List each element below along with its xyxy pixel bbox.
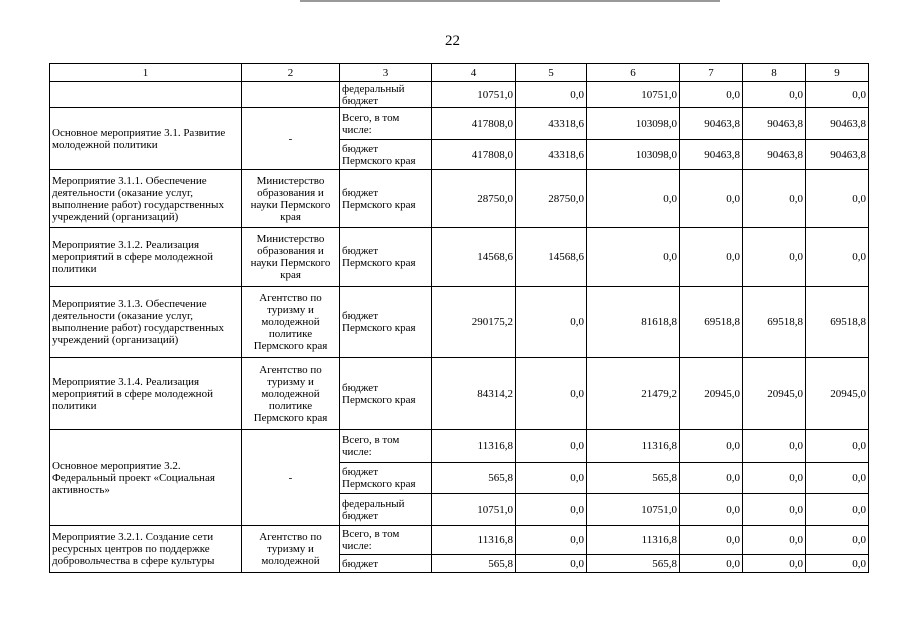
- amount-cell: 0,0: [680, 170, 743, 228]
- amount-cell: 10751,0: [587, 494, 680, 526]
- funding-source-cell: федеральный бюджет: [340, 494, 432, 526]
- amount-cell: 20945,0: [743, 358, 806, 430]
- executor-cell: Агентство по туризму и молодежной политике Пермского края: [242, 358, 340, 430]
- amount-cell: 0,0: [516, 287, 587, 358]
- amount-cell: 10751,0: [587, 82, 680, 108]
- amount-cell: 0,0: [743, 494, 806, 526]
- amount-cell: 20945,0: [806, 358, 869, 430]
- activity-name-cell: Мероприятие 3.1.1. Обеспечение деятельности (оказание услуг, выполнение работ) государственных учреждений (организаций): [50, 170, 242, 228]
- amount-cell: 0,0: [680, 463, 743, 494]
- table-row: [50, 108, 869, 140]
- activity-name-cell: Мероприятие 3.1.3. Обеспечение деятельности (оказание услуг, выполнение работ) государственных учреждений (организаций): [50, 287, 242, 358]
- amount-cell: 0,0: [806, 555, 869, 573]
- funding-source-cell: бюджет Пермского края: [340, 228, 432, 287]
- amount-cell: 90463,8: [806, 108, 869, 140]
- table-row: [50, 82, 869, 108]
- activity-name-cell: Основное мероприятие 3.1. Развитие молодежной политики: [50, 108, 242, 170]
- column-header: 4: [432, 64, 516, 82]
- amount-cell: 10751,0: [432, 494, 516, 526]
- column-header: 5: [516, 64, 587, 82]
- amount-cell: 69518,8: [806, 287, 869, 358]
- funding-source-cell: федеральный бюджет: [340, 82, 432, 108]
- amount-cell: 84314,2: [432, 358, 516, 430]
- activity-name-cell: Мероприятие 3.1.4. Реализация мероприятий в сфере молодежной политики: [50, 358, 242, 430]
- table-row: [50, 228, 869, 287]
- amount-cell: 103098,0: [587, 108, 680, 140]
- amount-cell: 0,0: [806, 463, 869, 494]
- amount-cell: 0,0: [743, 555, 806, 573]
- funding-source-cell: бюджет: [340, 555, 432, 573]
- column-header: 7: [680, 64, 743, 82]
- funding-source-cell: бюджет Пермского края: [340, 463, 432, 494]
- amount-cell: 0,0: [680, 228, 743, 287]
- amount-cell: 90463,8: [680, 108, 743, 140]
- amount-cell: 11316,8: [587, 526, 680, 555]
- executor-cell: Агентство по туризму и молодежной политике Пермского края: [242, 287, 340, 358]
- amount-cell: 11316,8: [587, 430, 680, 463]
- amount-cell: 0,0: [680, 555, 743, 573]
- amount-cell: 0,0: [680, 82, 743, 108]
- executor-cell: -: [242, 108, 340, 170]
- header-row: [50, 64, 869, 82]
- amount-cell: 81618,8: [587, 287, 680, 358]
- column-header: 6: [587, 64, 680, 82]
- page-number: 22: [445, 33, 460, 49]
- amount-cell: 90463,8: [680, 140, 743, 170]
- amount-cell: 11316,8: [432, 430, 516, 463]
- amount-cell: 28750,0: [432, 170, 516, 228]
- column-header: 1: [50, 64, 242, 82]
- funding-source-cell: бюджет Пермского края: [340, 140, 432, 170]
- amount-cell: 565,8: [432, 463, 516, 494]
- amount-cell: 69518,8: [743, 287, 806, 358]
- amount-cell: 565,8: [587, 463, 680, 494]
- amount-cell: 0,0: [516, 358, 587, 430]
- table-row: [50, 170, 869, 228]
- executor-cell: [242, 82, 340, 108]
- amount-cell: 417808,0: [432, 108, 516, 140]
- amount-cell: 20945,0: [680, 358, 743, 430]
- executor-cell: -: [242, 430, 340, 526]
- amount-cell: 0,0: [516, 463, 587, 494]
- amount-cell: 0,0: [743, 170, 806, 228]
- amount-cell: 0,0: [743, 430, 806, 463]
- amount-cell: 417808,0: [432, 140, 516, 170]
- executor-cell: Агентство по туризму и молодежной: [242, 526, 340, 573]
- amount-cell: 14568,6: [516, 228, 587, 287]
- amount-cell: 90463,8: [743, 140, 806, 170]
- table-row: [50, 430, 869, 463]
- activity-name-cell: [50, 82, 242, 108]
- amount-cell: 43318,6: [516, 140, 587, 170]
- column-header: 3: [340, 64, 432, 82]
- activity-name-cell: Мероприятие 3.2.1. Создание сети ресурсных центров по поддержке добровольчества в сфере культуры: [50, 526, 242, 573]
- executor-cell: Министерство образования и науки Пермского края: [242, 170, 340, 228]
- amount-cell: 103098,0: [587, 140, 680, 170]
- table-row: [50, 287, 869, 358]
- amount-cell: 0,0: [806, 526, 869, 555]
- activity-name-cell: Основное мероприятие 3.2. Федеральный проект «Социальная активность»: [50, 430, 242, 526]
- amount-cell: 0,0: [680, 430, 743, 463]
- amount-cell: 0,0: [806, 228, 869, 287]
- funding-source-cell: Всего, в том числе:: [340, 430, 432, 463]
- amount-cell: 565,8: [587, 555, 680, 573]
- amount-cell: 90463,8: [806, 140, 869, 170]
- funding-source-cell: Всего, в том числе:: [340, 526, 432, 555]
- amount-cell: 90463,8: [743, 108, 806, 140]
- amount-cell: 0,0: [806, 170, 869, 228]
- amount-cell: 0,0: [806, 82, 869, 108]
- amount-cell: 0,0: [743, 82, 806, 108]
- funding-source-cell: Всего, в том числе:: [340, 108, 432, 140]
- amount-cell: 0,0: [806, 430, 869, 463]
- amount-cell: 565,8: [432, 555, 516, 573]
- amount-cell: 0,0: [743, 463, 806, 494]
- amount-cell: 0,0: [516, 82, 587, 108]
- column-header: 2: [242, 64, 340, 82]
- funding-source-cell: бюджет Пермского края: [340, 287, 432, 358]
- amount-cell: 0,0: [516, 494, 587, 526]
- funding-source-cell: бюджет Пермского края: [340, 358, 432, 430]
- amount-cell: 0,0: [743, 228, 806, 287]
- amount-cell: 14568,6: [432, 228, 516, 287]
- amount-cell: 28750,0: [516, 170, 587, 228]
- column-header: 8: [743, 64, 806, 82]
- amount-cell: 0,0: [806, 494, 869, 526]
- amount-cell: 69518,8: [680, 287, 743, 358]
- amount-cell: 0,0: [516, 555, 587, 573]
- executor-cell: Министерство образования и науки Пермского края: [242, 228, 340, 287]
- column-header: 9: [806, 64, 869, 82]
- amount-cell: 43318,6: [516, 108, 587, 140]
- activity-name-cell: Мероприятие 3.1.2. Реализация мероприятий в сфере молодежной политики: [50, 228, 242, 287]
- amount-cell: 0,0: [587, 228, 680, 287]
- amount-cell: 0,0: [516, 430, 587, 463]
- funding-source-cell: бюджет Пермского края: [340, 170, 432, 228]
- amount-cell: 0,0: [680, 494, 743, 526]
- table-row: [50, 358, 869, 430]
- budget-table: [49, 63, 869, 573]
- top-edge-rule: [300, 0, 720, 2]
- table-row: [50, 526, 869, 555]
- amount-cell: 11316,8: [432, 526, 516, 555]
- amount-cell: 10751,0: [432, 82, 516, 108]
- amount-cell: 290175,2: [432, 287, 516, 358]
- amount-cell: 0,0: [680, 526, 743, 555]
- amount-cell: 21479,2: [587, 358, 680, 430]
- amount-cell: 0,0: [743, 526, 806, 555]
- amount-cell: 0,0: [587, 170, 680, 228]
- amount-cell: 0,0: [516, 526, 587, 555]
